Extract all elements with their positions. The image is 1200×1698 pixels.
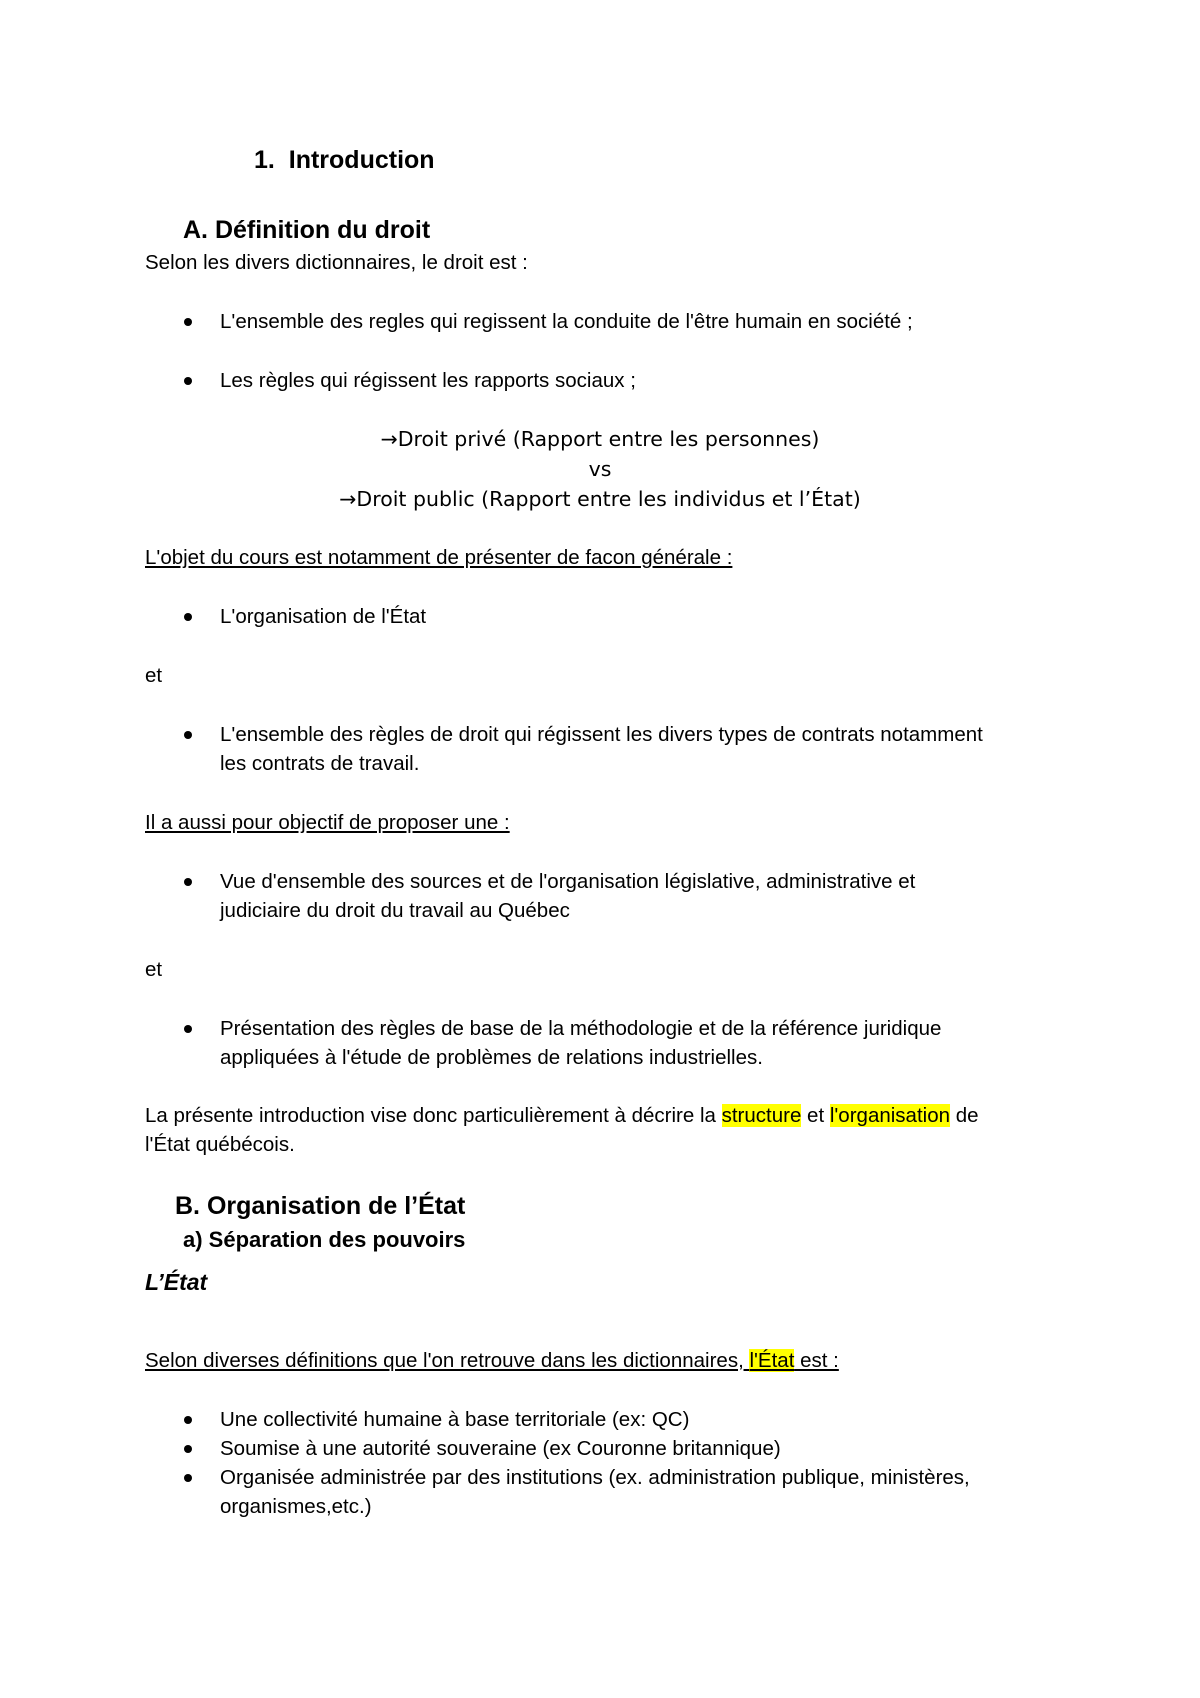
list-item-line: les contrats de travail. — [220, 752, 420, 775]
heading-text: Introduction — [288, 146, 435, 174]
highlight-etat: l'État — [749, 1349, 795, 1372]
bullet-dot — [184, 613, 192, 621]
bullet-dot — [184, 1416, 192, 1424]
definition-text: est : — [794, 1349, 839, 1372]
bullet-dot — [184, 1445, 192, 1453]
list-item-line: Vue d'ensemble des sources et de l'organisation législative, administrative et — [220, 870, 916, 893]
list-item-line: Présentation des règles de base de la méthodologie et de la référence juridique — [220, 1017, 942, 1040]
section-a-title: A. Définition du droit — [183, 216, 431, 244]
bullet-dot — [184, 731, 192, 739]
highlight-structure: structure — [721, 1104, 802, 1127]
bullet-dot — [184, 377, 192, 385]
conclusion-text: de — [950, 1104, 979, 1127]
list-item-line: appliquées à l'étude de problèmes de relations industrielles. — [220, 1046, 763, 1069]
list-item — [220, 867, 1080, 925]
conclusion-text: et — [801, 1104, 830, 1127]
list-item: L'ensemble des regles qui regissent la conduite de l'être humain en société ; — [220, 310, 913, 333]
conclusion-line: l'État québécois. — [145, 1133, 295, 1156]
contrast-line-vs: vs — [588, 457, 612, 481]
list-item — [220, 1014, 1080, 1072]
etat-heading: L’État — [145, 1269, 208, 1295]
heading-number: 1. — [254, 146, 275, 174]
definition-heading — [145, 1346, 839, 1375]
list-item-line: organismes,etc.) — [220, 1495, 372, 1518]
objectif-heading: Il a aussi pour objectif de proposer une : — [145, 811, 510, 834]
conclusion-text: La présente introduction vise donc particulièrement à décrire la — [145, 1104, 722, 1127]
contrast-line-prive: →Droit privé (Rapport entre les personnes) — [380, 427, 820, 451]
section-b-title: B. Organisation de l’État — [175, 1192, 466, 1220]
list-item-line: judiciaire du droit du travail au Québec — [220, 899, 570, 922]
list-item — [220, 720, 1080, 778]
list-item: Soumise à une autorité souveraine (ex Couronne britannique) — [220, 1437, 781, 1460]
connector-et: et — [145, 958, 163, 981]
contrast-line-public: →Droit public (Rapport entre les individus et l’État) — [339, 487, 861, 511]
subsection-a-title: a) Séparation des pouvoirs — [183, 1227, 466, 1252]
list-item-line: L'ensemble des règles de droit qui régissent les divers types de contrats notamment — [220, 723, 983, 746]
list-item-line: Organisée administrée par des institutions (ex. administration publique, ministères, — [220, 1466, 970, 1489]
list-item: Une collectivité humaine à base territoriale (ex: QC) — [220, 1408, 690, 1431]
objet-heading: L'objet du cours est notamment de présenter de facon générale : — [145, 546, 733, 569]
section-a-intro: Selon les divers dictionnaires, le droit est : — [145, 251, 528, 274]
bullet-dot — [184, 878, 192, 886]
bullet-dot — [184, 1025, 192, 1033]
bullet-dot — [184, 318, 192, 326]
list-item: L'organisation de l'État — [220, 605, 427, 628]
highlight-organisation: l'organisation — [829, 1104, 951, 1127]
list-item: Les règles qui régissent les rapports sociaux ; — [220, 369, 636, 392]
heading-introduction — [254, 146, 435, 175]
conclusion-line — [145, 1101, 1085, 1130]
connector-et: et — [145, 664, 163, 687]
definition-text: Selon diverses définitions que l'on retrouve dans les dictionnaires, — [145, 1349, 750, 1372]
list-item — [220, 1463, 1080, 1521]
conclusion-paragraph — [145, 1101, 1085, 1159]
bullet-dot — [184, 1474, 192, 1482]
